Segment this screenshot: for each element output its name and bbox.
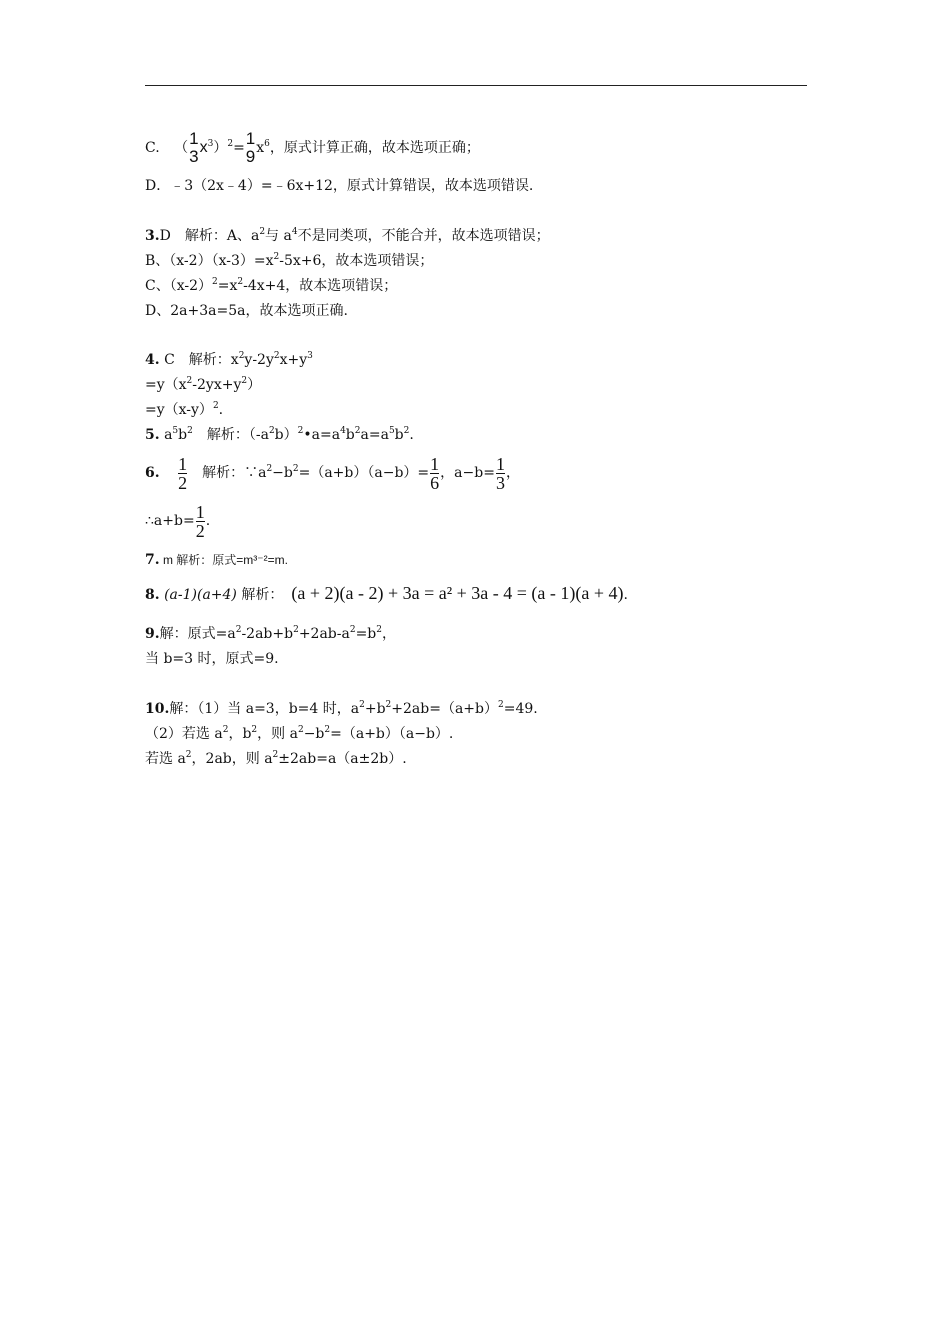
answer-10-line1: 10.解：（1）当 a=3，b=4 时，$a^2+b^2+2ab=(a+b)^2=49$. bbox=[145, 700, 538, 717]
answer-10-line3: 若选 $a^2$，2ab，则 $a^2\pm 2ab=a(a\pm 2b)$. bbox=[145, 750, 407, 767]
fraction-one-half: $\frac{1}{2}$ bbox=[178, 453, 188, 493]
fraction-one-third-b: $\frac{1}{3}$ bbox=[495, 453, 505, 493]
fraction-one-half-b: $\frac{1}{2}$ bbox=[195, 501, 205, 541]
answer-2d: D．﹣3（2x﹣4）=﹣6x+12，原式计算错误，故本选项错误. bbox=[145, 178, 534, 194]
answer-3-line4: D、2a+3a=5a，故本选项正确. bbox=[145, 303, 348, 319]
answer-9-line1: 9.解：原式$=a^2-2ab+b^2+2ab-a^2=b^2$， bbox=[145, 625, 397, 642]
answer-4-line1: 4. C 解析：$x^2y-2y^2x+y^3$ bbox=[145, 351, 313, 368]
fraction-one-ninth: 1 9 bbox=[245, 129, 256, 166]
answer-5: 5. $a^5b^2$ 解析：$(-a^2b)^2•a=a^4b^2a=a^5b^2$. bbox=[145, 426, 414, 443]
fraction-one-sixth: $\frac{1}{6}$ bbox=[430, 453, 440, 493]
fraction-one-third: 1 3 bbox=[189, 129, 199, 166]
answer-7: 7. m 解析：原式=m³⁻²=m. bbox=[145, 552, 288, 568]
answer-2c: C. （ 1 3 $x^3)^2=$ 1 9 $x^6$，原式计算正确，故本选项正确； bbox=[145, 129, 480, 166]
answer-10-line2: （2）若选 $a^2$，$b^2$，则 $a^2-b^2=(a+b)(a-b)$. bbox=[145, 725, 454, 742]
answer-4-line2: $=y(x^2-2yx+y^2)$ bbox=[145, 376, 262, 393]
answer-3-line2: B、$(x-2)(x-3)=x^2-5x+6$，故本选项错误； bbox=[145, 252, 434, 269]
answer-3-line1: 3.D 解析：A、$a^2$与 $a^4$不是同类项，不能合并，故本选项错误； bbox=[145, 227, 550, 244]
header-rule bbox=[145, 85, 807, 86]
answer-8: 8. (a-1)(a+4) 解析： (a + 2)(a - 2) + 3a = a² + 3a - 4 = (a - 1)(a + 4). bbox=[145, 583, 628, 603]
answer-9-line2: 当 b=3 时，原式=9. bbox=[145, 651, 279, 667]
answer-3-line3: C、$(x-2)^2=x^2-4x+4$，故本选项错误； bbox=[145, 277, 398, 294]
answer-6-line1: 6. $\frac{1}{2}$ 解析：$\because a^2-b^2=(a+b)(a-b)=$ $\frac{1}{6}$ ，a−b= $\frac{1}{3}$ ， bbox=[145, 453, 520, 493]
answer-4-line3: $=y(x-y)^2$. bbox=[145, 401, 224, 418]
answer-6-line2: ∴a+b= $\frac{1}{2}$ . bbox=[145, 501, 211, 541]
